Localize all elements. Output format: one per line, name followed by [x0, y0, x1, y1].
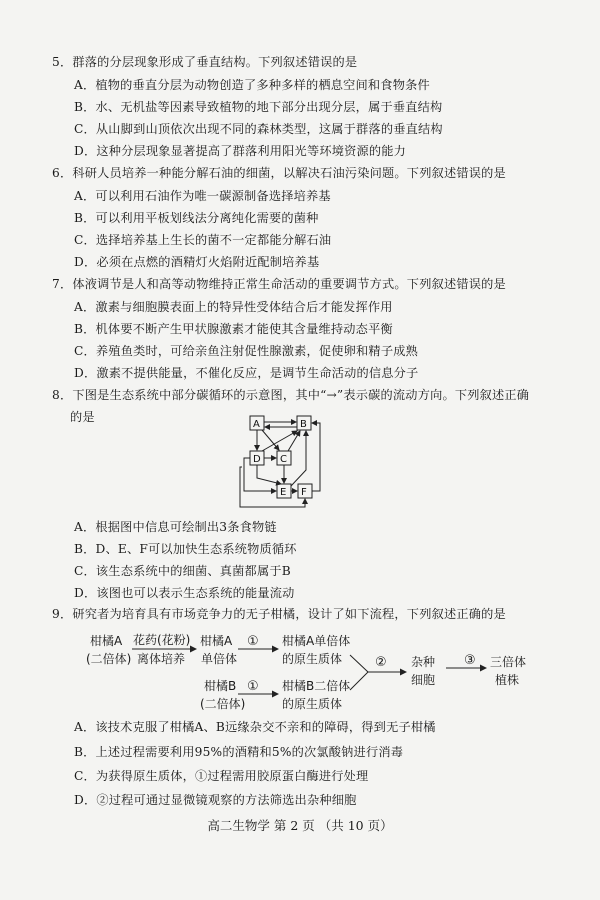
flow-triploid-1: 三倍体	[490, 655, 527, 669]
arrow-f-to-b	[312, 423, 320, 491]
question-6-option-a: A．可以利用石油作为唯一碳源制备选择培养基	[74, 189, 331, 203]
flow-hybrid-1: 杂种	[411, 655, 436, 669]
flow-diploid-b: (二倍体)	[200, 697, 246, 711]
flow-diploid-proto-1: 柑橘B二倍体	[282, 679, 351, 693]
arrow-d-to-e-lower	[257, 465, 281, 484]
flow-citrus-b: 柑橘B	[204, 679, 237, 693]
question-5-option-a: A．植物的垂直分层为动物创造了多种多样的栖息空间和食物条件	[74, 78, 430, 92]
flow-anther-culture: 离体培养	[137, 652, 186, 666]
node-label-f: F	[301, 487, 307, 498]
question-9-option-d: D．②过程可通过显微镜观察的方法筛选出杂种细胞	[74, 793, 357, 807]
flow-pollen: 花药(花粉)	[133, 633, 191, 647]
flow-step-1: ①	[247, 634, 259, 649]
flow-step-2: ②	[375, 655, 387, 670]
question-9-stem: 9．研究者为培育具有市场竞争力的无子柑橘，设计了如下流程，下列叙述正确的是	[52, 607, 506, 621]
question-5-option-c: C．从山脚到山顶依次出现不同的森林类型，这属于群落的垂直结构	[74, 122, 443, 136]
flow-hybrid-2: 细胞	[411, 673, 436, 687]
question-7-option-d: D．激素不提供能量，不催化反应，是调节生命活动的信息分子	[74, 366, 419, 380]
question-9-option-a: A．该技术克服了柑橘A、B远缘杂交不亲和的障碍，得到无子柑橘	[74, 720, 436, 734]
question-5-stem: 5．群落的分层现象形成了垂直结构。下列叙述错误的是	[52, 55, 358, 69]
question-7-stem: 7．体液调节是人和高等动物维持正常生命活动的重要调节方式。下列叙述错误的是	[52, 277, 506, 291]
arrow-a-to-c	[262, 430, 279, 450]
question-9-option-c: C．为获得原生质体，①过程需用胶原蛋白酶进行处理	[74, 769, 369, 783]
node-label-e: E	[280, 487, 287, 498]
question-7-option-a: A．激素与细胞膜表面上的特异性受体结合后才能发挥作用	[74, 300, 393, 314]
breeding-flowchart	[80, 626, 540, 714]
question-6-option-b: B．可以利用平板划线法分离纯化需要的菌种	[74, 211, 319, 225]
question-8-option-c: C．该生态系统中的细菌、真菌都属于B	[74, 564, 291, 578]
flow-haploid-proto-1: 柑橘A单倍体	[282, 634, 351, 648]
flow-diploid-a: (二倍体)	[86, 652, 132, 666]
flow-triploid-2: 植株	[495, 673, 520, 687]
flow-merge-bottom	[350, 672, 368, 690]
question-8-stem-continued: 的是	[70, 410, 95, 424]
question-9-option-b: B．上述过程需要利用95%的酒精和5%的次氯酸钠进行消毒	[74, 745, 404, 759]
arrow-e-to-b	[291, 431, 306, 486]
question-6-stem: 6．科研人员培养一种能分解石油的细菌，以解决石油污染问题。下列叙述错误的是	[52, 166, 506, 180]
question-6-option-c: C．选择培养基上生长的菌不一定都能分解石油	[74, 233, 332, 247]
flow-diploid-proto-2: 的原生质体	[282, 697, 343, 711]
node-label-c: C	[280, 454, 287, 465]
flow-haploid-proto-2: 的原生质体	[282, 652, 343, 666]
question-8-option-b: B．D、E、F可以加快生态系统物质循环	[74, 542, 297, 556]
question-6-option-d: D．必须在点燃的酒精灯火焰附近配制培养基	[74, 255, 320, 269]
question-5-option-b: B．水、无机盐等因素导致植物的地下部分出现分层，属于垂直结构	[74, 100, 443, 114]
carbon-cycle-diagram	[232, 412, 332, 512]
question-8-stem: 8．下图是生态系统中部分碳循环的示意图，其中“→”表示碳的流动方向。下列叙述正确	[52, 388, 530, 402]
flow-step-3: ③	[464, 653, 476, 668]
question-8-option-a: A．根据图中信息可绘制出3条食物链	[74, 520, 277, 534]
arrow-d-to-b	[262, 431, 297, 451]
flow-citrus-a-2: 柑橘A	[200, 634, 233, 648]
question-7-option-b: B．机体要不断产生甲状腺激素才能使其含量维持动态平衡	[74, 322, 393, 336]
node-label-d: D	[253, 454, 261, 465]
flow-citrus-a: 柑橘A	[90, 634, 123, 648]
question-7-option-c: C．养殖鱼类时，可给亲鱼注射促性腺激素，促使卵和精子成熟	[74, 344, 418, 358]
flow-step-1b: ①	[247, 679, 259, 694]
question-5-option-d: D．这种分层现象显著提高了群落利用阳光等环境资源的能力	[74, 144, 407, 158]
arrow-loop-to-f	[240, 467, 305, 507]
page-footer: 高二生物学 第 2 页 （共 10 页）	[207, 818, 393, 833]
question-8-option-d: D．该图也可以表示生态系统的能量流动	[74, 586, 295, 600]
flow-haploid: 单倍体	[201, 652, 238, 666]
node-label-a: A	[253, 419, 260, 430]
arrow-c-to-b	[288, 431, 300, 451]
node-label-b: B	[300, 419, 307, 430]
flow-merge-top	[350, 655, 368, 672]
